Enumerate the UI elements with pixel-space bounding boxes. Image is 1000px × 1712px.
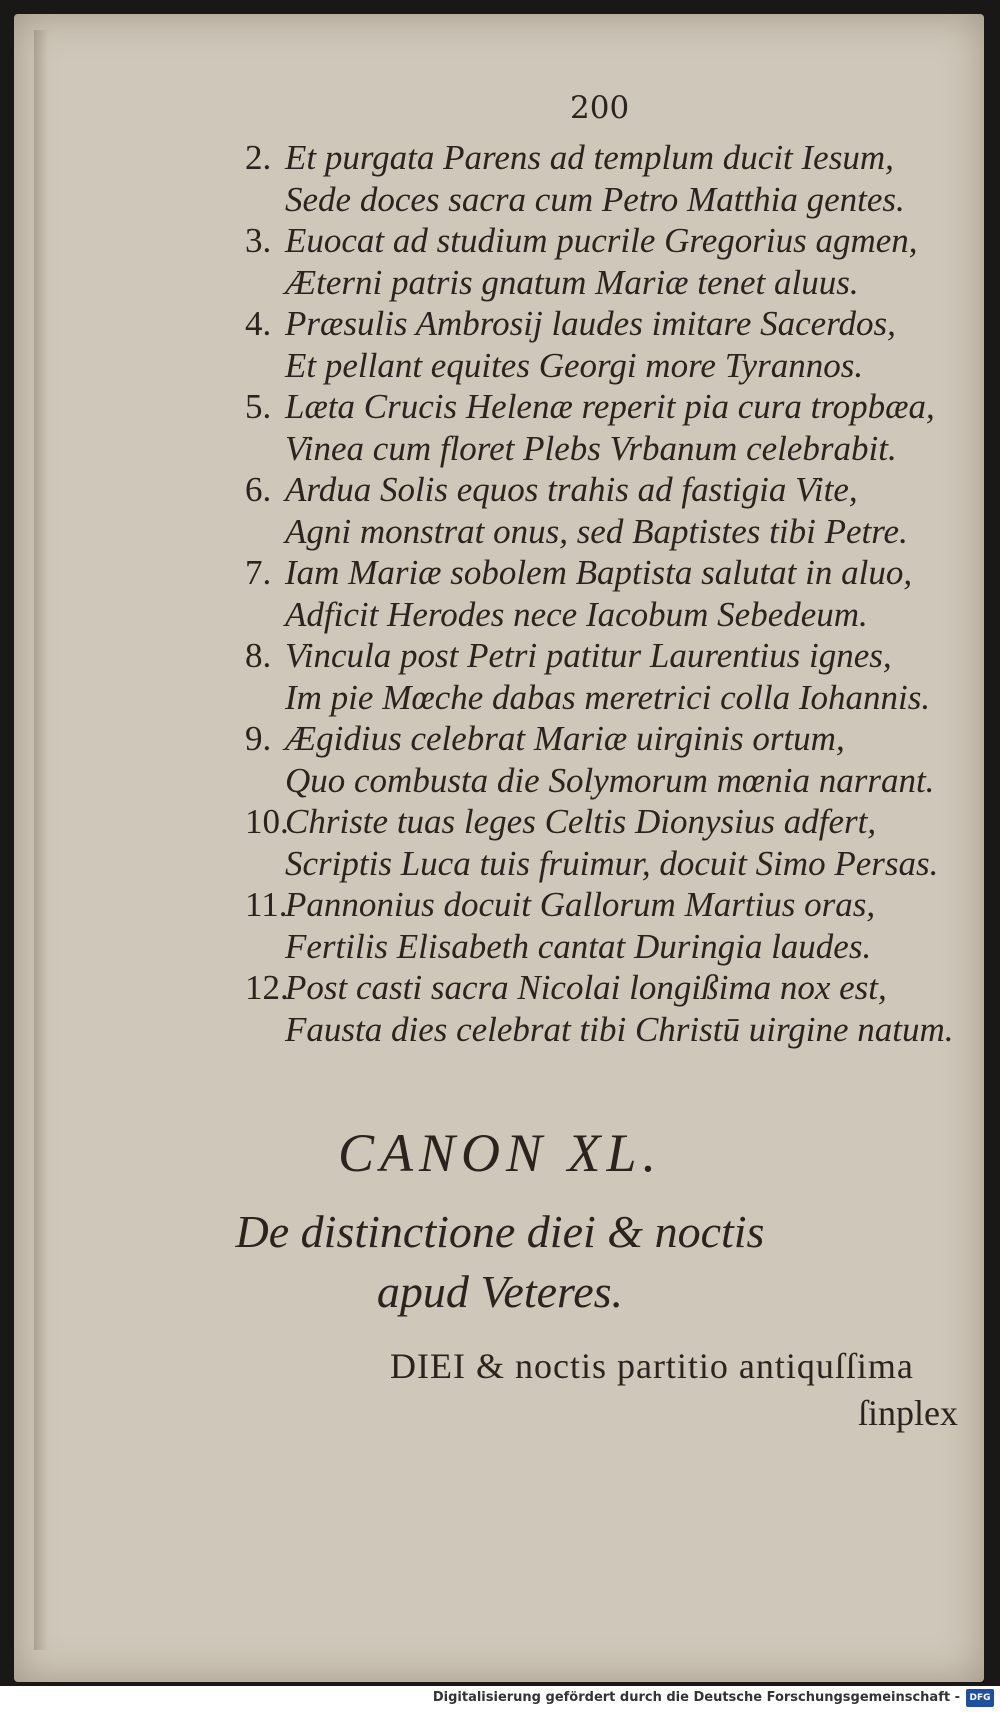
verse-number: 11. xyxy=(245,885,288,924)
verse-line xyxy=(285,595,1000,635)
verse-text: Scriptis Luca tuis fruimur, docuit Simo Persas. xyxy=(285,843,939,883)
verse-text: Quo combusta die Solymorum mœnia narrant. xyxy=(285,760,935,800)
verse-number: 9. xyxy=(245,719,272,758)
verse-line xyxy=(245,719,1000,759)
verse-line xyxy=(285,429,1000,469)
verse-text: Post casti sacra Nicolai longißima nox est, xyxy=(285,968,887,1007)
dfg-logo: DFG xyxy=(966,1689,994,1707)
verse-number: 7. xyxy=(245,553,272,592)
verse-text: Fertilis Elisabeth cantat Duringia laudes. xyxy=(285,926,872,966)
page-gutter-shadow xyxy=(34,30,48,1650)
verse-line xyxy=(245,968,1000,1008)
verse-line xyxy=(245,387,1000,427)
canon-title: CANON XL. xyxy=(337,1123,663,1183)
verse-line xyxy=(245,470,1000,510)
verse-line xyxy=(245,304,1000,344)
verse-line xyxy=(285,180,1000,220)
verse-text: Fausta dies celebrat tibi Christū uirgine natum. xyxy=(285,1009,954,1049)
verse-line xyxy=(245,553,1000,593)
verse-text: Et purgata Parens ad templum ducit Iesum, xyxy=(285,138,894,177)
page-number: 200 xyxy=(570,90,630,126)
verse-line xyxy=(245,885,1000,925)
verse-line xyxy=(285,512,1000,552)
verse-text: Adficit Herodes nece Iacobum Sebedeum. xyxy=(285,594,868,634)
verse-number: 8. xyxy=(245,636,272,675)
verse-number: 12. xyxy=(245,968,289,1007)
verse-number: 6. xyxy=(245,470,272,509)
body-text-line-2: ſinplex xyxy=(858,1393,958,1433)
verse-number: 5. xyxy=(245,387,272,426)
verse-number: 2. xyxy=(245,138,272,177)
verse-number: 4. xyxy=(245,304,272,343)
body-text-line-1: DIEI & noctis partitio antiquſſima xyxy=(390,1346,914,1386)
verse-text: Ægidius celebrat Mariæ uirginis ortum, xyxy=(285,719,845,758)
verse-text: Vinea cum floret Plebs Vrbanum celebrabit. xyxy=(285,428,897,468)
verse-text: Im pie Mœche dabas meretrici colla Iohannis. xyxy=(285,677,931,717)
verse-line xyxy=(245,221,1000,261)
verse-line xyxy=(285,844,1000,884)
verse-line xyxy=(285,678,1000,718)
verse-text: Iam Mariæ sobolem Baptista salutat in aluo, xyxy=(285,553,913,592)
verse-text: Æterni patris gnatum Mariæ tenet aluus. xyxy=(285,262,859,302)
verse-line xyxy=(285,761,1000,801)
verse-text: Agni monstrat onus, sed Baptistes tibi Petre. xyxy=(285,511,908,551)
verse-text: Euocat ad studium pucrile Gregorius agmen, xyxy=(285,221,918,260)
canon-subtitle-line-1: De distinctione diei & noctis xyxy=(235,1206,765,1257)
verse-text: Præsulis Ambrosij laudes imitare Sacerdos, xyxy=(285,304,896,343)
verse-line xyxy=(285,346,1000,386)
verse-number: 3. xyxy=(245,221,272,260)
verse-text: Vincula post Petri patitur Laurentius ignes, xyxy=(285,636,892,675)
verse-text: Ardua Solis equos trahis ad fastigia Vite, xyxy=(285,470,858,509)
verse-line xyxy=(245,138,1000,178)
canon-subtitle-line-2: apud Veteres. xyxy=(376,1266,624,1317)
verse-line xyxy=(285,1010,1000,1050)
verse-line xyxy=(285,927,1000,967)
verse-number: 10. xyxy=(245,802,289,841)
digitization-footer xyxy=(0,1686,1000,1712)
verse-text: Et pellant equites Georgi more Tyrannos. xyxy=(285,345,864,385)
verse-text: Læta Crucis Helenæ reperit pia cura tropbæa, xyxy=(285,387,935,426)
verse-line xyxy=(245,636,1000,676)
verse-text: Sede doces sacra cum Petro Matthia gentes. xyxy=(285,179,905,219)
verse-line xyxy=(285,263,1000,303)
verse-text: Christe tuas leges Celtis Dionysius adfert, xyxy=(285,802,877,841)
verse-text: Pannonius docuit Gallorum Martius oras, xyxy=(285,885,876,924)
verse-line xyxy=(245,802,1000,842)
footer-credit: Digitalisierung gefördert durch die Deutsche Forschungsgemeinschaft - xyxy=(432,1690,960,1705)
